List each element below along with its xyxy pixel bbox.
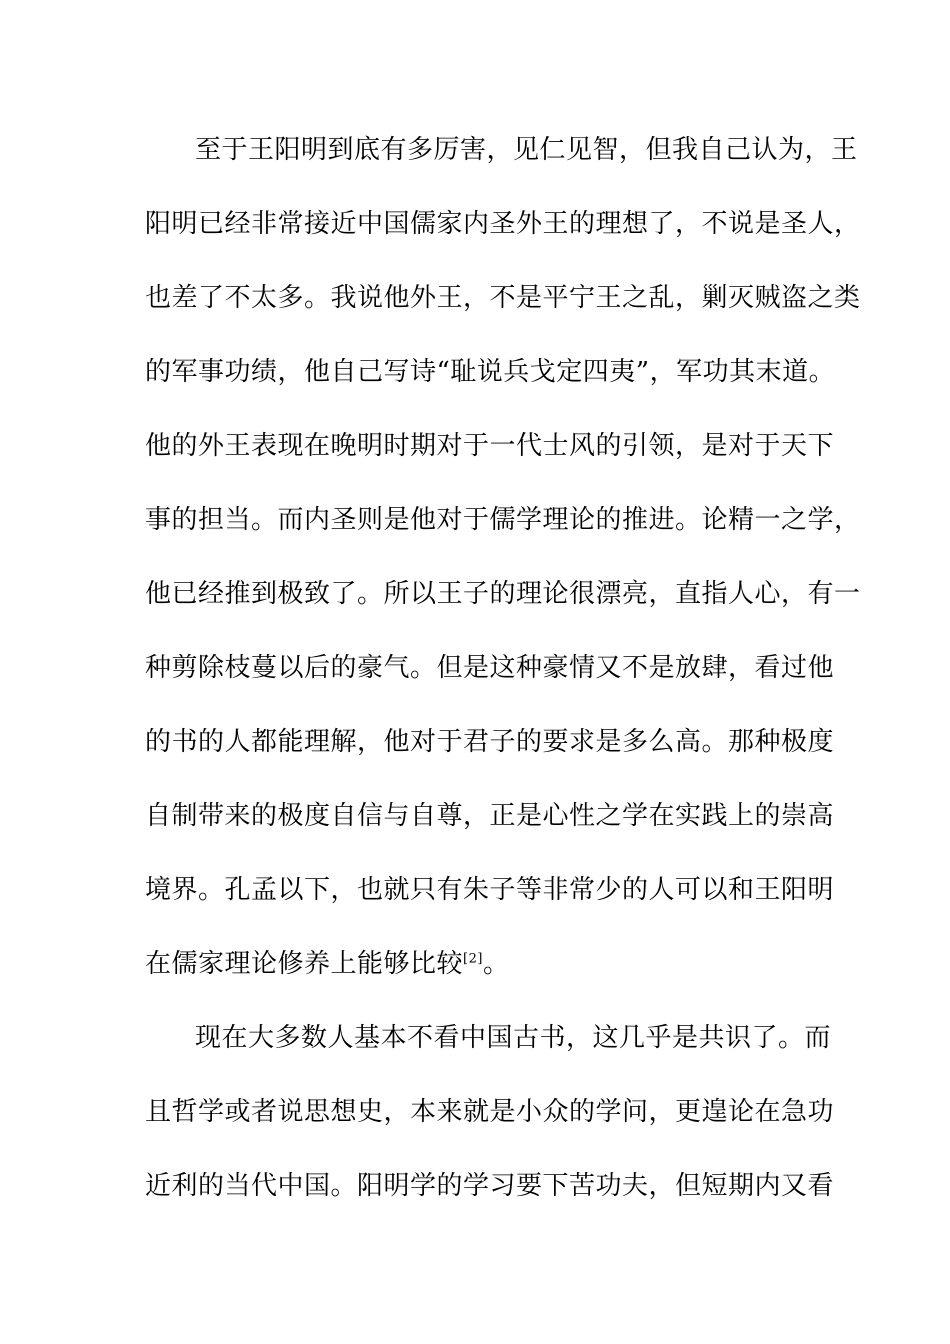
- paragraph-1-line-3: 也差了不太多。我说他外王，不是平宁王之乱，剿灭贼盗之类: [145, 283, 861, 313]
- paragraph-1-line-8: 种剪除枝蔓以后的豪气。但是这种豪情又不是放肆，看过他: [145, 653, 835, 683]
- paragraph-1-line-11: 境界。孔孟以下，也就只有朱子等非常少的人可以和王阳明: [145, 875, 835, 905]
- paragraph-1-line-12: [145, 947, 825, 981]
- paragraph-1-line-10: 自制带来的极度自信与自尊，正是心性之学在实践上的崇高: [145, 801, 835, 831]
- last-line-text: 在儒家理论修养上能够比较: [145, 949, 464, 979]
- paragraph-1-line-1: 至于王阳明到底有多厉害，见仁见智，但我自己认为，王: [195, 135, 858, 165]
- paragraph-2-line-2: 且哲学或者说思想史，本来就是小众的学问，更遑论在急功: [145, 1097, 835, 1127]
- paragraph-1-line-2: 阳明已经非常接近中国儒家内圣外王的理想了，不说是圣人，: [145, 209, 861, 239]
- paragraph-2-line-1: 现在大多数人基本不看中国古书，这几乎是共识了。而: [195, 1023, 832, 1053]
- last-line-end: 。: [482, 949, 510, 979]
- paragraph-1-line-4: 的军事功绩，他自己写诗“耻说兵戈定四夷”，军功其末道。: [145, 357, 836, 387]
- paragraph-2-line-3: 近利的当代中国。阳明学的学习要下苦功夫，但短期内又看: [145, 1171, 835, 1201]
- paragraph-1-line-7: 他已经推到极致了。所以王子的理论很漂亮，直指人心，有一: [145, 579, 861, 609]
- paragraph-1-line-5: 他的外王表现在晚明时期对于一代士风的引领，是对于天下: [145, 431, 835, 461]
- paragraph-1-line-9: 的书的人都能理解，他对于君子的要求是多么高。那种极度: [145, 727, 835, 757]
- footnote-ref[interactable]: [2]: [463, 951, 483, 967]
- paragraph-1-line-6: 事的担当。而内圣则是他对于儒学理论的推进。论精一之学，: [145, 505, 861, 535]
